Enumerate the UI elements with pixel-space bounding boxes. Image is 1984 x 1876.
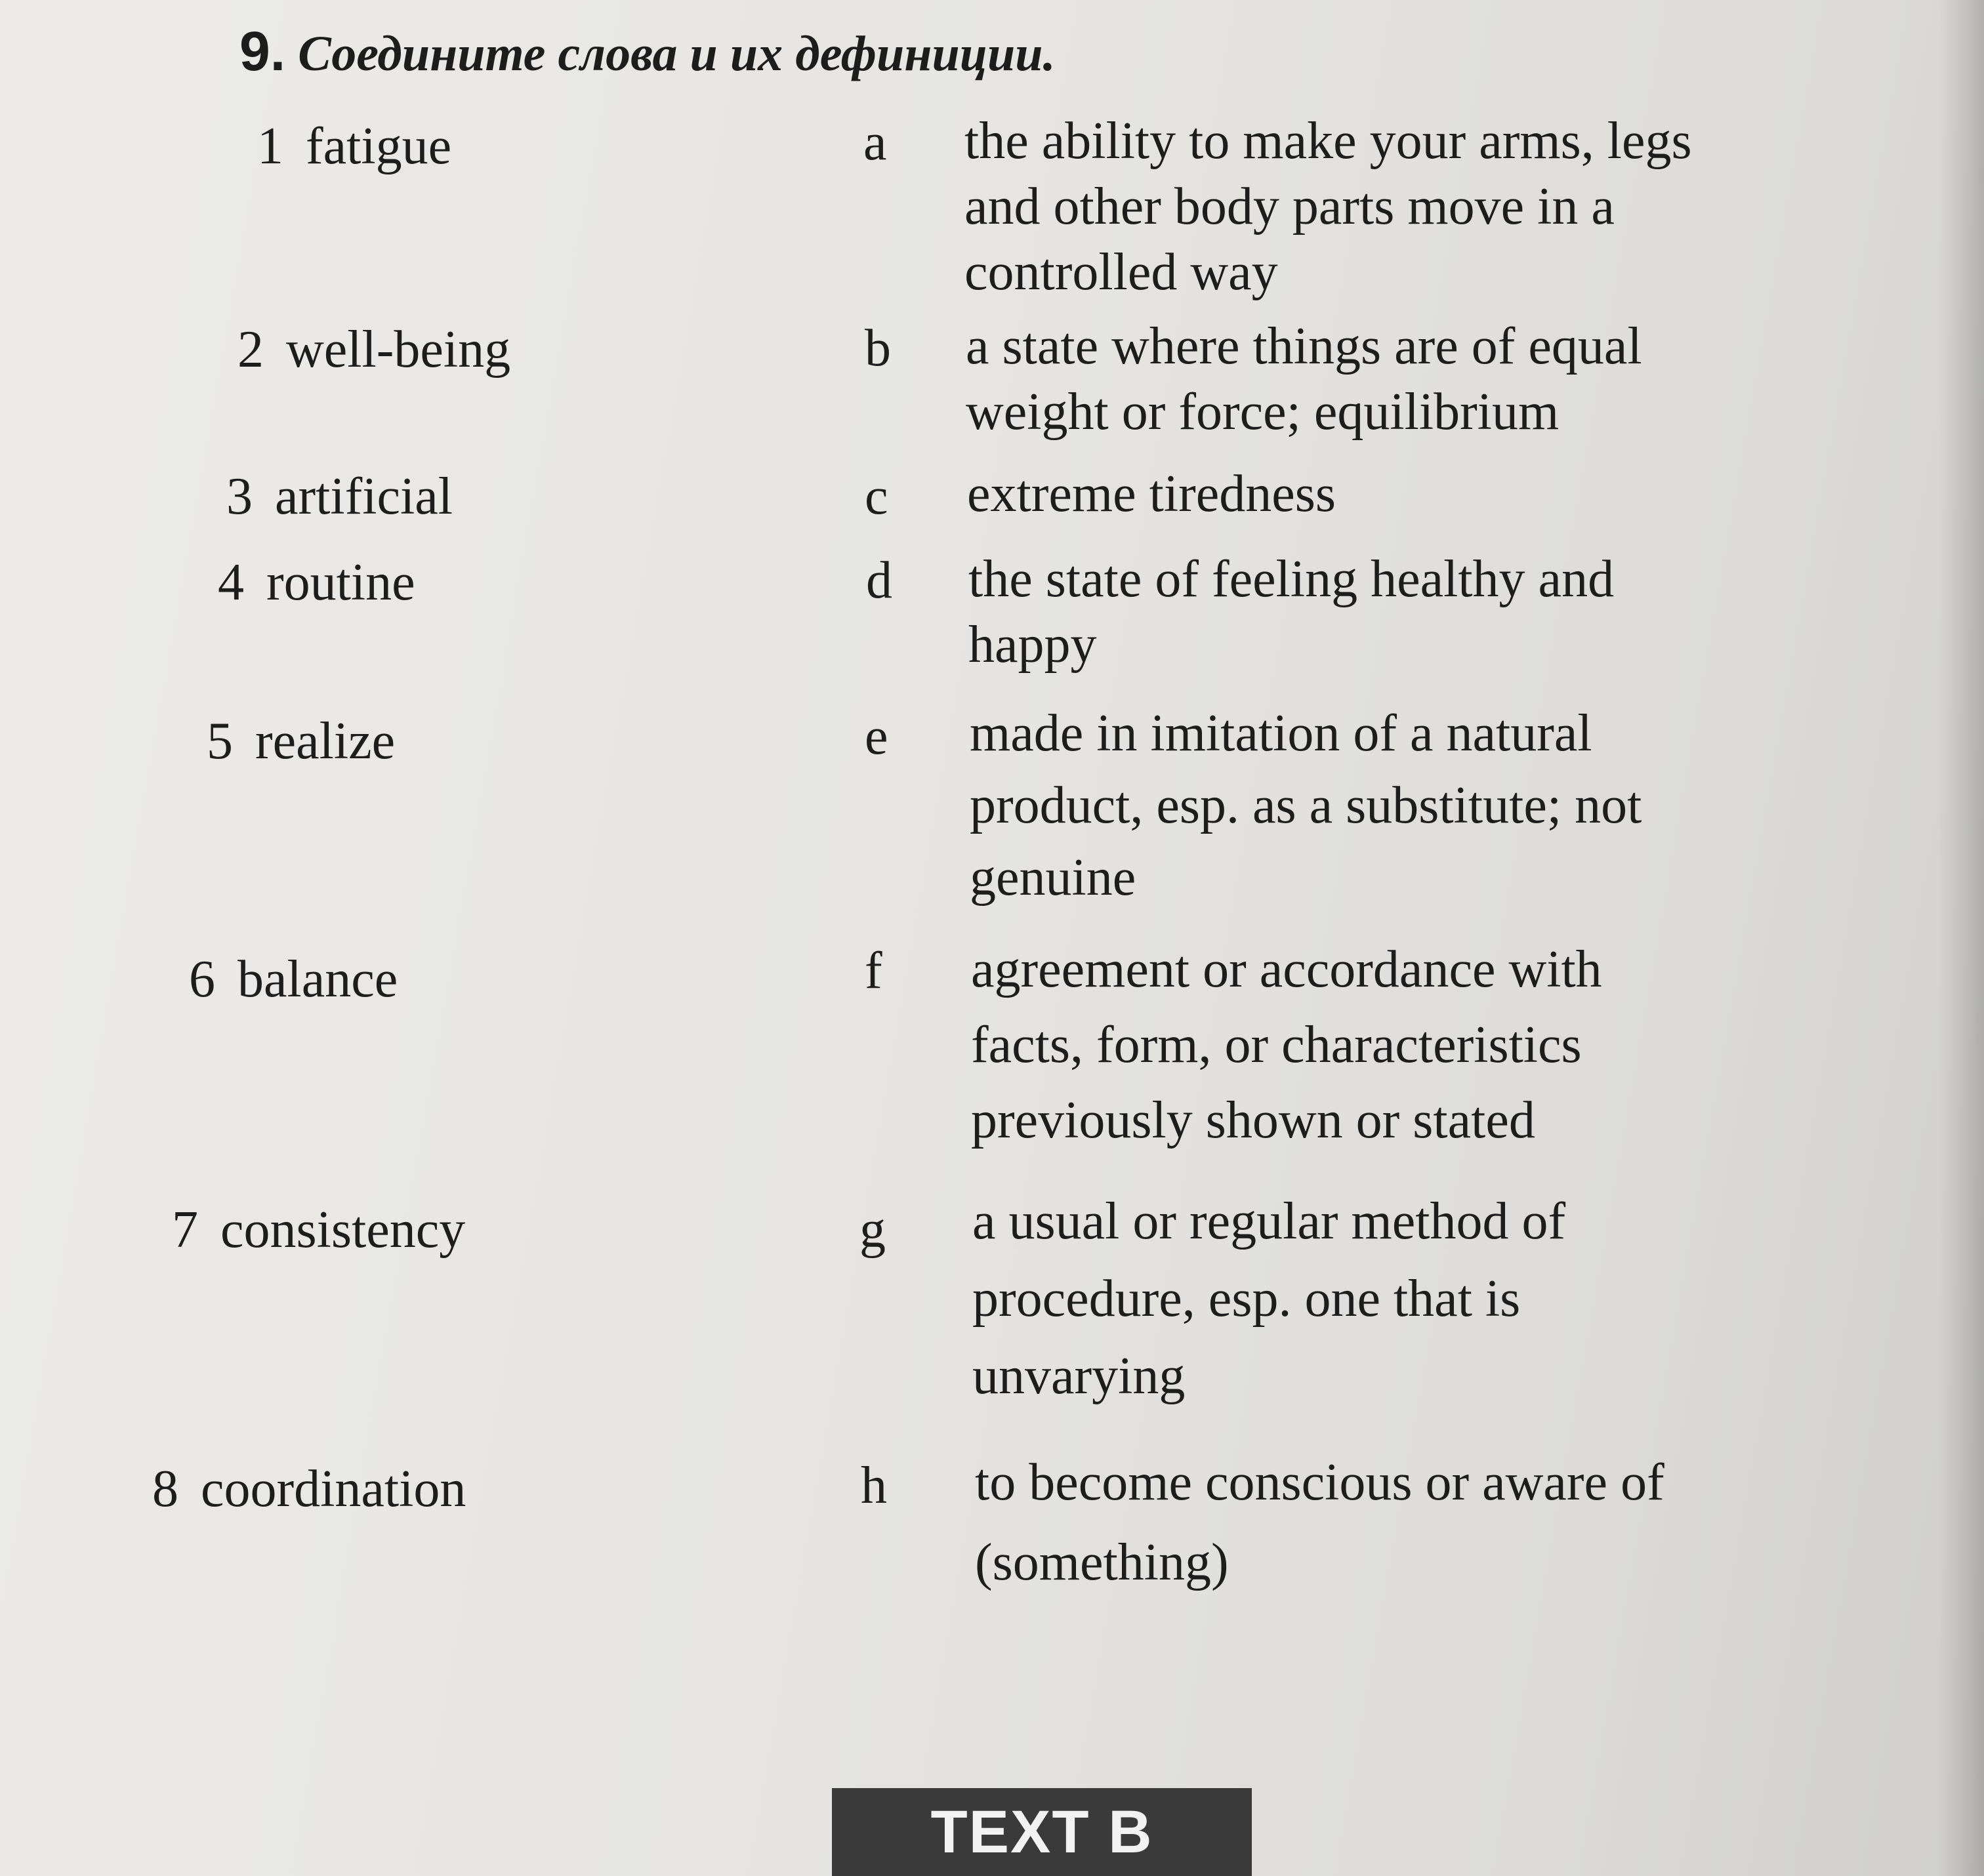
term-number: 8 — [152, 1460, 178, 1518]
definition-line: weight or force; equilibrium — [966, 383, 1560, 441]
term-word: well-being — [286, 321, 511, 378]
definition-line: facts, form, or characteristics — [971, 1016, 1582, 1074]
term-item — [238, 320, 510, 380]
definition-h — [975, 1450, 1664, 1595]
exercise-heading — [239, 20, 1056, 83]
term-word: coordination — [201, 1460, 466, 1518]
term-number: 4 — [218, 554, 244, 611]
definition-d — [968, 546, 1614, 678]
term-number: 5 — [207, 712, 233, 770]
definition-line: controlled way — [964, 243, 1278, 301]
definition-c — [967, 461, 1336, 527]
page-edge-shadow — [1938, 0, 1984, 1876]
definition-g — [972, 1189, 1565, 1409]
term-number: 1 — [257, 117, 283, 175]
term-item — [189, 950, 398, 1009]
term-word: routine — [266, 554, 415, 611]
term-item — [152, 1459, 466, 1519]
definition-letter: e — [865, 708, 888, 765]
definition-a — [964, 108, 1692, 305]
definition-letter: f — [865, 942, 882, 1000]
definition-letter: b — [865, 319, 891, 377]
term-word: fatigue — [306, 117, 452, 175]
term-word: balance — [238, 950, 398, 1008]
definition-line: unvarying — [972, 1347, 1186, 1405]
definition-f — [971, 937, 1602, 1153]
definition-line: product, esp. as a substitute; not — [970, 777, 1642, 834]
definition-line: a usual or regular method of — [972, 1193, 1566, 1250]
term-item — [172, 1200, 465, 1260]
term-word: artificial — [275, 468, 453, 525]
term-number: 2 — [238, 321, 264, 378]
definition-line: (something) — [975, 1534, 1229, 1591]
definition-line: and other body parts move in a — [964, 178, 1615, 235]
term-item — [218, 553, 415, 613]
definition-letter: g — [859, 1201, 886, 1259]
term-number: 7 — [172, 1201, 198, 1259]
definition-line: the state of feeling healthy and — [968, 550, 1615, 608]
definition-line: genuine — [970, 849, 1136, 907]
term-item — [257, 117, 451, 176]
exercise-number: 9. — [239, 20, 286, 82]
definition-letter: a — [863, 113, 887, 171]
definition-line: the ability to make your arms, legs — [964, 112, 1692, 170]
definition-line: made in imitation of a natural — [970, 704, 1592, 762]
definition-e — [970, 701, 1642, 910]
term-number: 3 — [226, 468, 253, 525]
term-word: consistency — [220, 1201, 466, 1259]
definition-line: to become conscious or aware of — [975, 1454, 1664, 1511]
section-tab: TEXT B — [832, 1788, 1252, 1876]
definition-letter: c — [865, 468, 888, 525]
definition-line: extreme tiredness — [967, 465, 1336, 523]
term-word: realize — [255, 712, 396, 770]
exercise-instruction: Соедините слова и их дефиниции. — [298, 26, 1056, 81]
definition-line: procedure, esp. one that is — [972, 1270, 1521, 1328]
definition-b — [966, 314, 1642, 445]
definition-line: agreement or accordance with — [971, 941, 1602, 998]
term-item — [226, 467, 453, 527]
definition-line: previously shown or stated — [971, 1091, 1535, 1149]
definition-line: a state where things are of equal — [966, 317, 1642, 375]
definition-letter: h — [861, 1457, 887, 1515]
term-item — [207, 712, 395, 771]
term-number: 6 — [189, 950, 215, 1008]
definition-line: happy — [968, 616, 1097, 674]
definition-letter: d — [866, 552, 892, 609]
